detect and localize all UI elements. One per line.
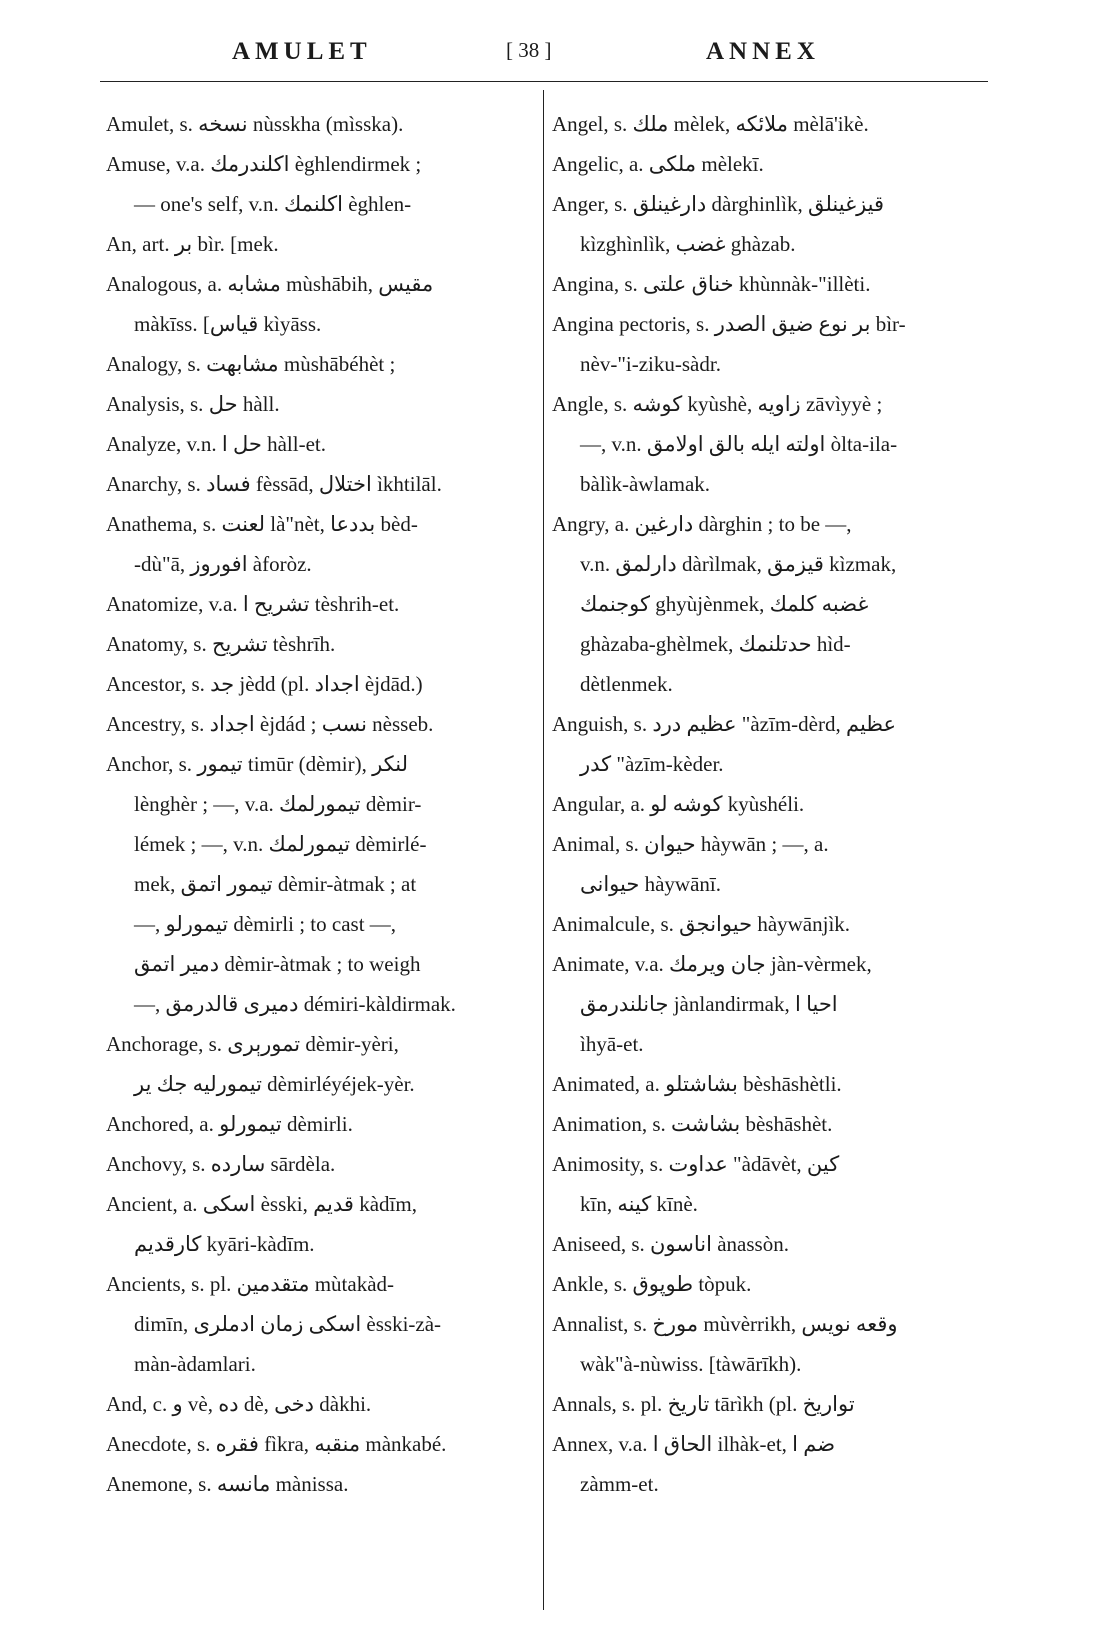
- dictionary-line: dètlenmek.: [580, 672, 673, 696]
- page-number: [ 38 ]: [506, 38, 552, 62]
- right-column: [552, 104, 986, 1504]
- dictionary-line: Animation, s. بشاشت bèshāshèt.: [552, 1112, 833, 1136]
- dictionary-line: Analysis, s. حل hàll.: [106, 392, 280, 416]
- dictionary-line: lémek ; —, v.n. تيمورلمك dèmirlé-: [134, 832, 427, 856]
- left-column: [106, 104, 532, 1504]
- dictionary-line: Anchored, a. تيمورلو dèmirli.: [106, 1112, 353, 1136]
- dictionary-line: Analogy, s. مشابهت mùshābéhèt ;: [106, 352, 396, 376]
- dictionary-line: Anatomy, s. تشريح tèshrīh.: [106, 632, 336, 656]
- dictionary-line: —, دميرى قالدرمق démiri-kàldirmak.: [134, 992, 456, 1016]
- dictionary-line: حيوانى hàywānī.: [580, 872, 722, 896]
- dictionary-line: Anguish, s. عظيم درد "àzīm-dèrd, عظيم: [552, 712, 897, 736]
- dictionary-line: Annals, s. pl. تاريخ tārìkh (pl. تواريخ: [552, 1392, 855, 1416]
- dictionary-line: Anchovy, s. سارده sārdèla.: [106, 1152, 336, 1176]
- dictionary-line: كدر "àzīm-kèder.: [580, 752, 724, 776]
- dictionary-line: Animated, a. بشاشتلو bèshāshètli.: [552, 1072, 842, 1096]
- dictionary-line: Anatomize, v.a. تشريح ا tèshrih-et.: [106, 592, 400, 616]
- dictionary-line: كارقديم kyāri-kàdīm.: [134, 1232, 315, 1256]
- dictionary-line: Analyze, v.n. حل ا hàll-et.: [106, 432, 326, 456]
- dictionary-line: Animate, v.a. جان ويرمك jàn-vèrmek,: [552, 952, 872, 976]
- dictionary-line: lènghèr ; —, v.a. تيمورلمك dèmir-: [134, 792, 422, 816]
- dictionary-line: Anecdote, s. فقره fìkra, منقبه mànkabé.: [106, 1432, 447, 1456]
- dictionary-line: —, تيمورلو dèmirli ; to cast —,: [134, 912, 397, 936]
- dictionary-line: Animosity, s. عداوت "àdāvèt, كين: [552, 1152, 840, 1176]
- dictionary-line: Anemone, s. مانسه mànissa.: [106, 1472, 349, 1496]
- header-rule: [100, 81, 988, 82]
- dictionary-line: Angry, a. دارغين dàrghin ; to be —,: [552, 512, 852, 536]
- dictionary-line: Anchor, s. تيمور timūr (dèmir), لنكر: [106, 752, 409, 776]
- dictionary-line: -dù"ā, افوروز àforòz.: [134, 552, 312, 576]
- dictionary-line: Annalist, s. مورخ mùvèrrikh, وقعه نويس: [552, 1312, 898, 1336]
- dictionary-line: màn-àdamlari.: [134, 1352, 256, 1376]
- dictionary-line: kìzghìnlìk, غضب ghàzab.: [580, 232, 796, 256]
- dictionary-line: Angelic, a. ملكى mèlekī.: [552, 152, 764, 176]
- dictionary-line: Aniseed, s. اناسون ànassòn.: [552, 1232, 789, 1256]
- dictionary-line: تيمورليه جك ير dèmirléyéjek-yèr.: [134, 1072, 415, 1096]
- page-header: [0, 38, 1113, 74]
- dictionary-line: دمير اتمق dèmir-àtmak ; to weigh: [134, 952, 421, 976]
- dictionary-line: ghàzaba-ghèlmek, حدتلنمك hìd-: [580, 632, 851, 656]
- dictionary-line: v.n. دارلمق dàrìlmak, قيزمق kìzmak,: [580, 552, 897, 576]
- dictionary-line: wàk"à-nùwiss. [tàwārīkh).: [580, 1352, 802, 1376]
- right-headword: ANNEX: [706, 38, 820, 65]
- dictionary-line: Ancestor, s. جد jèdd (pl. اجداد èjdād.): [106, 672, 423, 696]
- dictionary-line: Angle, s. كوشه kyùshè, زاويه zāvìyyè ;: [552, 392, 883, 416]
- dictionary-line: bàlìk-àwlamak.: [580, 472, 711, 496]
- dictionary-line: Amuse, v.a. اكلندرمك èghlendirmek ;: [106, 152, 422, 176]
- dictionary-line: Anchorage, s. تمورېرى dèmir-yèri,: [106, 1032, 399, 1056]
- dictionary-line: كوجنمك ghyùjènmek, غضبه كلمك: [580, 592, 869, 616]
- dictionary-line: Annex, v.a. الحاق ا ilhàk-et, ضم ا: [552, 1432, 836, 1456]
- dictionary-line: Angular, a. كوشه لو kyùshéli.: [552, 792, 805, 816]
- dictionary-line: Animal, s. حيوان hàywān ; —, a.: [552, 832, 829, 856]
- dictionary-line: Angel, s. ملك mèlek, ملائكه mèlā'ikè.: [552, 112, 869, 136]
- dictionary-line: Angina, s. خناق علتى khùnnàk-"illèti.: [552, 272, 871, 296]
- dictionary-line: mek, تيمور اتمق dèmir-àtmak ; at: [134, 872, 417, 896]
- dictionary-line: nèv-"i-ziku-sàdr.: [580, 352, 721, 376]
- dictionary-line: Animalcule, s. حيوانجق hàywānjìk.: [552, 912, 851, 936]
- dictionary-line: dimīn, اسكى زمان ادملرى èsski-zà-: [134, 1312, 442, 1336]
- dictionary-line: zàmm-et.: [580, 1472, 659, 1496]
- dictionary-line: An, art. بر bìr. [mek.: [106, 232, 279, 256]
- column-divider: [543, 90, 544, 1610]
- dictionary-line: Analogous, a. مشابه mùshābih, مقيس: [106, 272, 434, 296]
- dictionary-line: And, c. و vè, ده dè, دخى dàkhi.: [106, 1392, 372, 1416]
- dictionary-line: —, v.n. اولته ايله بالق اولامق òlta-ila-: [580, 432, 898, 456]
- dictionary-line: Ancients, s. pl. متقدمين mùtakàd-: [106, 1272, 395, 1296]
- dictionary-line: Anathema, s. لعنت là"nèt, بددعا bèd-: [106, 512, 418, 536]
- dictionary-line: Anger, s. دارغينلق dàrghinlìk, قيزغينلق: [552, 192, 885, 216]
- dictionary-line: ìhyā-et.: [580, 1032, 644, 1056]
- dictionary-line: Ankle, s. طوپوق tòpuk.: [552, 1272, 752, 1296]
- dictionary-line: — one's self, v.n. اكلنمك èghlen-: [134, 192, 412, 216]
- dictionary-line: Amulet, s. نسخه nùsskha (mìsska).: [106, 112, 404, 136]
- dictionary-line: Anarchy, s. فساد fèssād, اختلال ìkhtilāl.: [106, 472, 442, 496]
- dictionary-line: Angina pectoris, s. بر نوع ضيق الصدر bìr-: [552, 312, 906, 336]
- dictionary-line: جانلندرمق jànlandirmak, احيا ا: [580, 992, 838, 1016]
- left-headword: AMULET: [232, 38, 372, 65]
- dictionary-line: Ancestry, s. اجداد èjdád ; نسب nèsseb.: [106, 712, 434, 736]
- dictionary-line: kīn, كينه kīnè.: [580, 1192, 698, 1216]
- dictionary-line: Ancient, a. اسكى èsski, قديم kàdīm,: [106, 1192, 417, 1216]
- dictionary-line: màkīss. [قياس kìyāss.: [134, 312, 322, 336]
